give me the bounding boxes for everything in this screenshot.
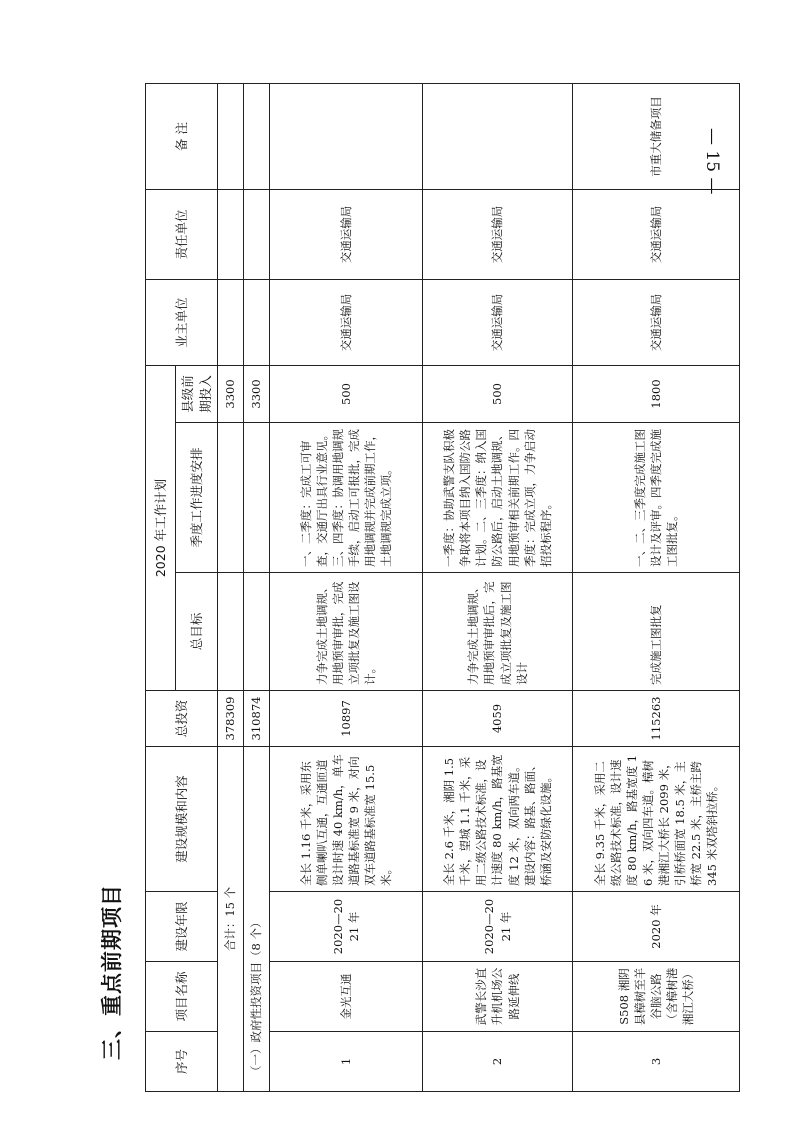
header-name: 项目名称 bbox=[146, 962, 218, 1032]
header-quarterly: 季度工作进度安排 bbox=[176, 423, 218, 573]
row-scope: 全长 2.6 千米，湘阴 1.5 千米，望城 1.1 千米，采用二级公路技术标准，设计速度 80 km/h，路基宽度 12 米，双向两车道。建设内容：路基、路面、桥涵及安防绿化设施。 bbox=[423, 747, 573, 892]
table-row bbox=[270, 83, 423, 1091]
row-name: S508 湘阴县樟树至羊谷脑公路（含樟树港湘江大桥） bbox=[573, 962, 740, 1032]
row-responsible: 交通运输局 bbox=[573, 189, 740, 279]
row-quarterly: 一、二、三季度完成施工图设计及评审。四季度完成施工图批复。 bbox=[573, 423, 740, 573]
row-no: 1 bbox=[270, 1032, 423, 1092]
row-years: 2020—2021 年 bbox=[270, 892, 423, 962]
header-scope: 建设规模和内容 bbox=[146, 747, 218, 892]
total-remark bbox=[218, 83, 244, 189]
row-responsible: 交通运输局 bbox=[270, 189, 423, 279]
rotated-table-wrapper bbox=[145, 84, 733, 1092]
row-scope: 全长 9.35 千米，采用二级公路技术标准，设计速度 80 km/h，路基宽度 16 米，双向四车道。樟树港湘江大桥长 2099 米，引桥桥面宽 18.5 米，主桥宽 22.5 米，主桥主跨 345 米双塔斜拉桥。 bbox=[573, 747, 740, 892]
table-row bbox=[423, 83, 573, 1091]
row-no: 3 bbox=[573, 1032, 740, 1092]
header-no: 序号 bbox=[146, 1032, 218, 1092]
row-goal: 力争完成土地调规、用地预审审批后，完成立项批复及施工图设计 bbox=[423, 573, 573, 691]
header-investment: 总投资 bbox=[146, 691, 218, 747]
row-name: 金光互通 bbox=[270, 962, 423, 1032]
section-quarterly bbox=[244, 423, 270, 573]
row-years: 2020—2021 年 bbox=[423, 892, 573, 962]
header-goal: 总目标 bbox=[176, 573, 218, 691]
total-county-invest: 3300 bbox=[218, 365, 244, 422]
row-years: 2020 年 bbox=[573, 892, 740, 962]
row-county-invest: 500 bbox=[270, 365, 423, 422]
section-owner bbox=[244, 279, 270, 365]
total-responsible bbox=[218, 189, 244, 279]
total-label: 合计：15 个 bbox=[218, 747, 244, 1092]
section-heading: 三、重点前期项目 bbox=[100, 884, 124, 1060]
total-goal bbox=[218, 573, 244, 691]
total-row bbox=[218, 83, 244, 1091]
row-quarterly: 一季度：协助武警支队积极争取将本项目纳入国防公路计划。二、三季度：纳入国防公路后，启动土地调规、用地预审相关前期工作。四季度：完成立项，力争启动招投标程序。 bbox=[423, 423, 573, 573]
row-county-invest: 500 bbox=[423, 365, 573, 422]
total-quarterly bbox=[218, 423, 244, 573]
section-county-invest: 3300 bbox=[244, 365, 270, 422]
row-owner: 交通运输局 bbox=[573, 279, 740, 365]
row-owner: 交通运输局 bbox=[423, 279, 573, 365]
section-label: （一）政府性投资项目（8 个） bbox=[244, 747, 270, 1092]
row-quarterly: 一、二季度：完成工可审查，交通厅出具行业意见。三、四季度：协调用地调规手续，启动工可报批，完成用地调规并完成前期工作，土地调规完成立项。 bbox=[270, 423, 423, 573]
row-scope: 全长 1.16 千米，采用东侧单喇叭互通，互通匝道设计时速 40 km/h，单车道路基标准宽 9 米，对向双车道路基标准宽 15.5 米。 bbox=[270, 747, 423, 892]
page-number: — 15 — bbox=[702, 128, 722, 195]
row-goal: 力争完成土地调规、用地预审审批，完成立项批复及施工图设计。 bbox=[270, 573, 423, 691]
total-investment: 378309 bbox=[218, 691, 244, 747]
section-goal bbox=[244, 573, 270, 691]
row-owner: 交通运输局 bbox=[270, 279, 423, 365]
row-investment: 10897 bbox=[270, 691, 423, 747]
section-row bbox=[244, 83, 270, 1091]
section-investment: 310874 bbox=[244, 691, 270, 747]
section-responsible bbox=[244, 189, 270, 279]
header-county-invest: 县级前期投入 bbox=[176, 365, 218, 422]
section-remark bbox=[244, 83, 270, 189]
header-plan-group: 2020 年工作计划 bbox=[146, 365, 176, 690]
row-no: 2 bbox=[423, 1032, 573, 1092]
row-remark bbox=[423, 83, 573, 189]
header-remark: 备 注 bbox=[146, 83, 218, 189]
row-remark bbox=[270, 83, 423, 189]
header-responsible: 责任单位 bbox=[146, 189, 218, 279]
row-goal: 完成施工图批复 bbox=[573, 573, 740, 691]
row-name: 武警长沙直升机机场公路延伸线 bbox=[423, 962, 573, 1032]
header-years: 建设年限 bbox=[146, 892, 218, 962]
row-remark: 市重大储备项目 bbox=[573, 83, 740, 189]
project-table bbox=[145, 83, 740, 1092]
row-county-invest: 1800 bbox=[573, 365, 740, 422]
row-investment: 4059 bbox=[423, 691, 573, 747]
row-investment: 115263 bbox=[573, 691, 740, 747]
header-owner: 业主单位 bbox=[146, 279, 218, 365]
table-row bbox=[573, 83, 740, 1091]
total-owner bbox=[218, 279, 244, 365]
row-responsible: 交通运输局 bbox=[423, 189, 573, 279]
